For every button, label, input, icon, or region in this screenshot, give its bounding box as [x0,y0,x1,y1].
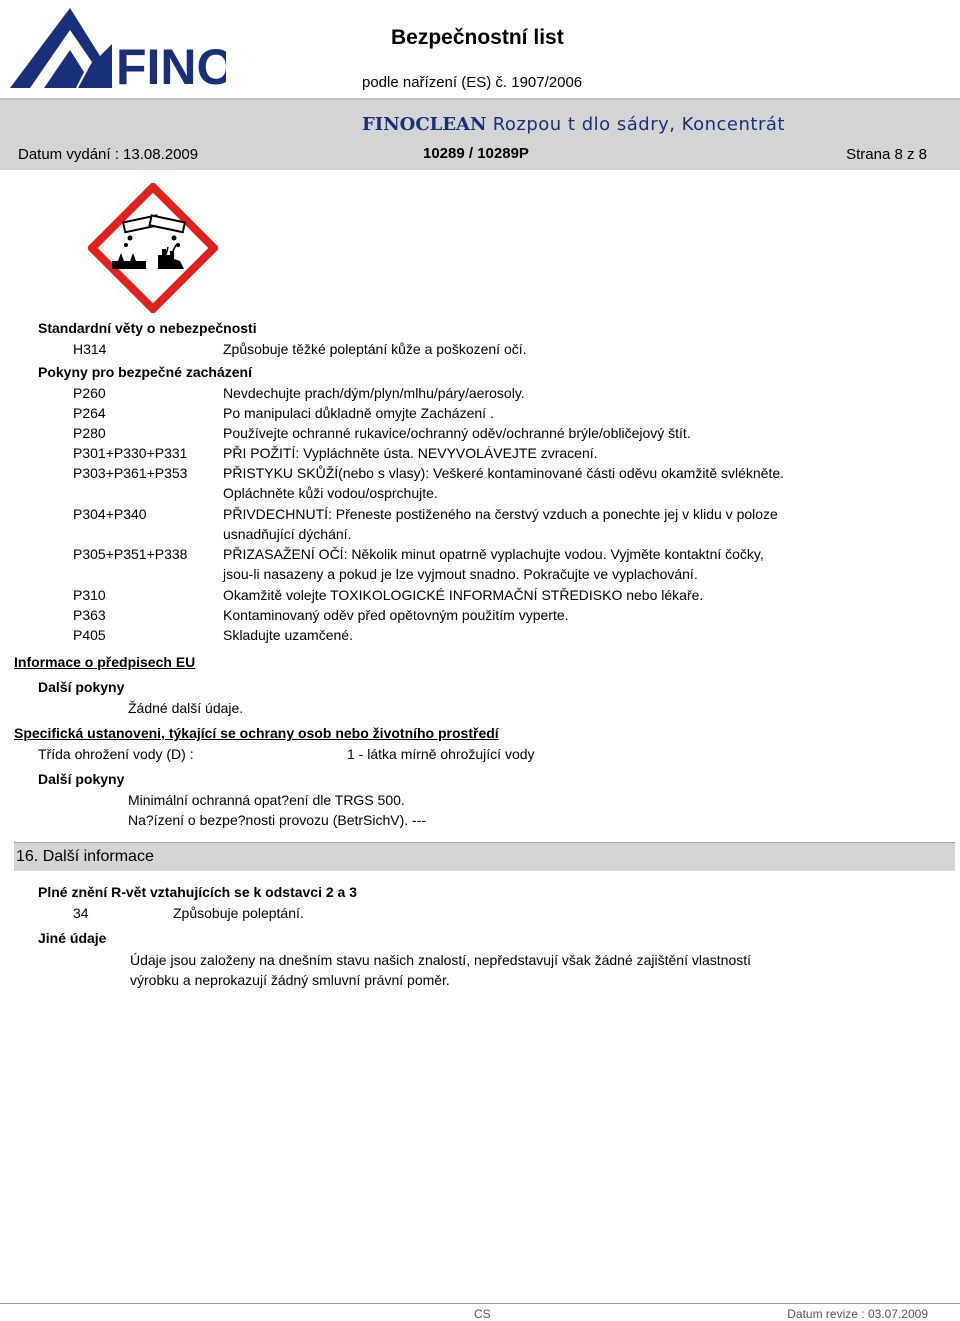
fino-logo [8,4,226,92]
product-brand: FINOCLEAN [362,114,487,135]
eu-further-text: Žádné další údaje. [128,700,244,716]
product-line [362,114,785,135]
precaution-code: P405 [73,627,106,643]
footer-revision-date: Datum revize : 03.07.2009 [787,1307,928,1321]
product-code: 10289 / 10289P [423,145,529,162]
fino-logo-icon [8,4,226,92]
footer-language: CS [474,1307,491,1321]
precaution-text: Po manipulaci důkladně omyjte Zacházení . [223,405,494,421]
precaution-code: P264 [73,405,106,421]
hazard-text: Způsobuje těžké poleptání kůže a poškození očí. [223,341,527,357]
precaution-code: P310 [73,587,106,603]
water-class-value: 1 - látka mírně ohrožující vody [347,746,535,762]
r-phrase-code: 34 [73,905,89,921]
precaution-code: P303+P361+P353 [73,465,188,481]
r-phrases-heading: Plné znění R-vět vztahujících se k odstavci 2 a 3 [38,884,358,900]
page-number: Strana 8 z 8 [846,146,927,163]
document-title: Bezpečnostní list [391,26,564,49]
other-info-line-1: Údaje jsou založeny na dnešním stavu našich znalostí, nepředstavují však žádné zajištění vlastností [130,952,752,968]
eu-further-heading: Další pokyny [38,679,125,695]
r-phrase-text: Způsobuje poleptání. [173,905,304,921]
precaution-code: P305+P351+P338 [73,546,188,562]
other-info-heading: Jiné údaje [38,930,107,946]
hazard-code: H314 [73,341,107,357]
corrosive-pictogram [88,183,218,313]
precaution-text-continued: jsou-li nasazeny a pokud je lze vyjmout snadno. Pokračujte ve vyplachování. [223,566,698,582]
precaution-text: PŘIVDECHNUTÍ: Přeneste postiženého na čerstvý vzduch a ponechte jej v klidu v poloze [223,506,778,522]
corrosive-pictogram-icon [88,183,218,313]
product-name: Rozpou t dlo sádry, Koncentrát [492,114,785,135]
header-rule [0,98,960,100]
precautionary-heading: Pokyny pro bezpečné zacházení [38,364,252,380]
issue-date: Datum vydání : 13.08.2009 [18,146,199,163]
precaution-text: Nevdechujte prach/dým/plyn/mlhu/páry/aerosoly. [223,385,525,401]
precaution-text: Kontaminovaný oděv před opětovným použitím vyperte. [223,607,569,623]
section-16-title: 16. Další informace [16,848,154,865]
specific-heading: Specifická ustanoveni, týkající se ochrany osob nebo životního prostředí [14,725,499,741]
precaution-text: PŘIZASAŽENÍ OČÍ: Několik minut opatrně vyplachujte vodou. Vyjměte kontaktní čočky, [223,546,764,562]
precaution-text: Okamžitě volejte TOXIKOLOGICKÉ INFORMAČNÍ STŘEDISKO nebo lékaře. [223,587,704,603]
specific-further-heading: Další pokyny [38,771,125,787]
precaution-code: P260 [73,385,106,401]
hazard-statements-heading: Standardní věty o nebezpečnosti [38,320,257,336]
precaution-text: Skladujte uzamčené. [223,627,353,643]
precaution-text-continued: Opláchněte kůži vodou/osprchujte. [223,485,438,501]
precaution-code: P280 [73,425,106,441]
precaution-text: Používejte ochranné rukavice/ochranný oděv/ochranné brýle/obličejový štít. [223,425,691,441]
precaution-text: PŘISTYKU SKŮŽÍ(nebo s vlasy): Veškeré kontaminované části oděvu okamžitě svlékněte. [223,465,785,481]
specific-line-1: Minimální ochranná opat?ení dle TRGS 500. [128,792,405,808]
specific-line-2: Na?ízení o bezpe?nosti provozu (BetrSichV). --- [128,812,427,828]
logo-text: FINO [116,39,226,92]
precaution-code: P363 [73,607,106,623]
precaution-code: P304+P340 [73,506,147,522]
footer-rule [0,1303,960,1304]
other-info-line-2: výrobku a neprokazují žádný smluvní právní poměr. [130,972,450,988]
regulation-text: podle nařízení (ES) č. 1907/2006 [362,74,583,91]
precaution-code: P301+P330+P331 [73,445,188,461]
eu-info-heading: Informace o předpisech EU [14,654,196,670]
precaution-text: PŘI POŽITÍ: Vypláchněte ústa. NEVYVOLÁVEJTE zvracení. [223,445,598,461]
section-16-bar [14,842,955,871]
water-class-label: Třída ohrožení vody (D) : [38,746,194,762]
precaution-text-continued: usnadňující dýchání. [223,526,352,542]
